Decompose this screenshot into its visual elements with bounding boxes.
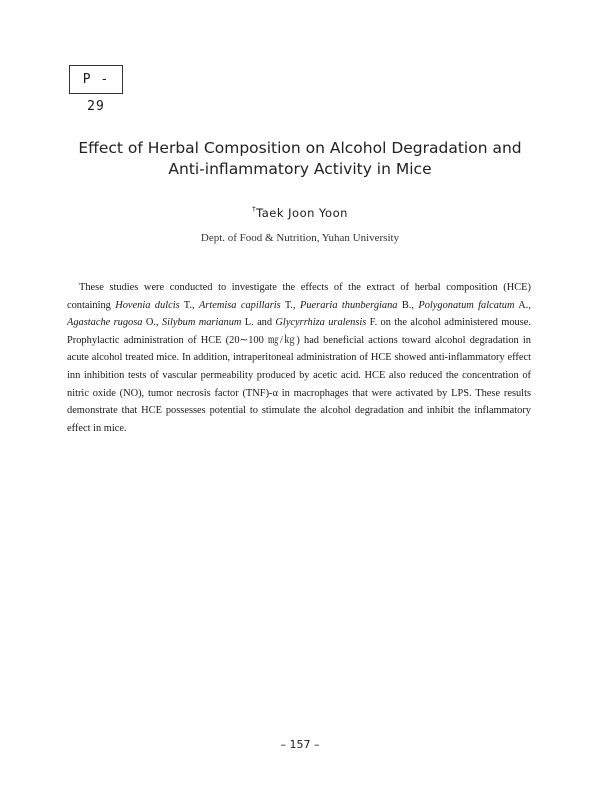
species-name: Silybum marianum — [161, 317, 242, 329]
species-name: Artemisa capillaris — [198, 299, 281, 311]
author — [0, 205, 600, 220]
author-name: Taek Joon Yoon — [256, 206, 348, 220]
paper-title — [60, 138, 540, 180]
abstract-text: O., — [142, 317, 162, 329]
abstract-text: These studies were conducted to investigate the effects of the extract of herbal composition (HCE) containing — [67, 282, 531, 311]
corresponding-author-mark: † — [252, 205, 257, 213]
species-name: Glycyrrhiza uralensis — [275, 317, 367, 329]
abstract-text: T., — [179, 299, 199, 311]
species-name: Polygonatum falcatum — [418, 299, 515, 311]
abstract-text: A., — [514, 299, 531, 311]
species-name: Pueraria thunbergiana — [300, 299, 398, 311]
abstract-text: L. and — [241, 317, 276, 329]
abstract-text: T., — [280, 299, 300, 311]
poster-id-box: P - 29 — [69, 65, 123, 94]
abstract — [67, 279, 531, 437]
title-line-1: Effect of Herbal Composition on Alcohol Degradation and — [78, 139, 522, 157]
abstract-text: F. on the alcohol administered mouse. Prophylactic administration of HCE (20∼100 ㎎/㎏) had beneficial actions toward alcohol degradation in acute alcohol treated mice. In addition, intraperitoneal administration of HCE showed anti-inflammatory effect inn inhibition tests of vascular permeability produced by acetic acid. HCE also reduced the concentration of nitric oxide (NO), tumor necrosis factor (TNF)-α in macrophages that were activated by LPS. These results demonstrate that HCE possesses potential to stimulate the alcohol degradation and inhibit the inflammatory effect in mice. — [67, 317, 531, 434]
page-number: – 157 – — [280, 738, 320, 751]
abstract-text: B., — [397, 299, 419, 311]
species-name: Hovenia dulcis — [115, 299, 180, 311]
title-line-2: Anti-inflammatory Activity in Mice — [168, 160, 432, 178]
species-name: Agastache rugosa — [67, 317, 143, 329]
affiliation: Dept. of Food & Nutrition, Yuhan University — [200, 232, 400, 244]
